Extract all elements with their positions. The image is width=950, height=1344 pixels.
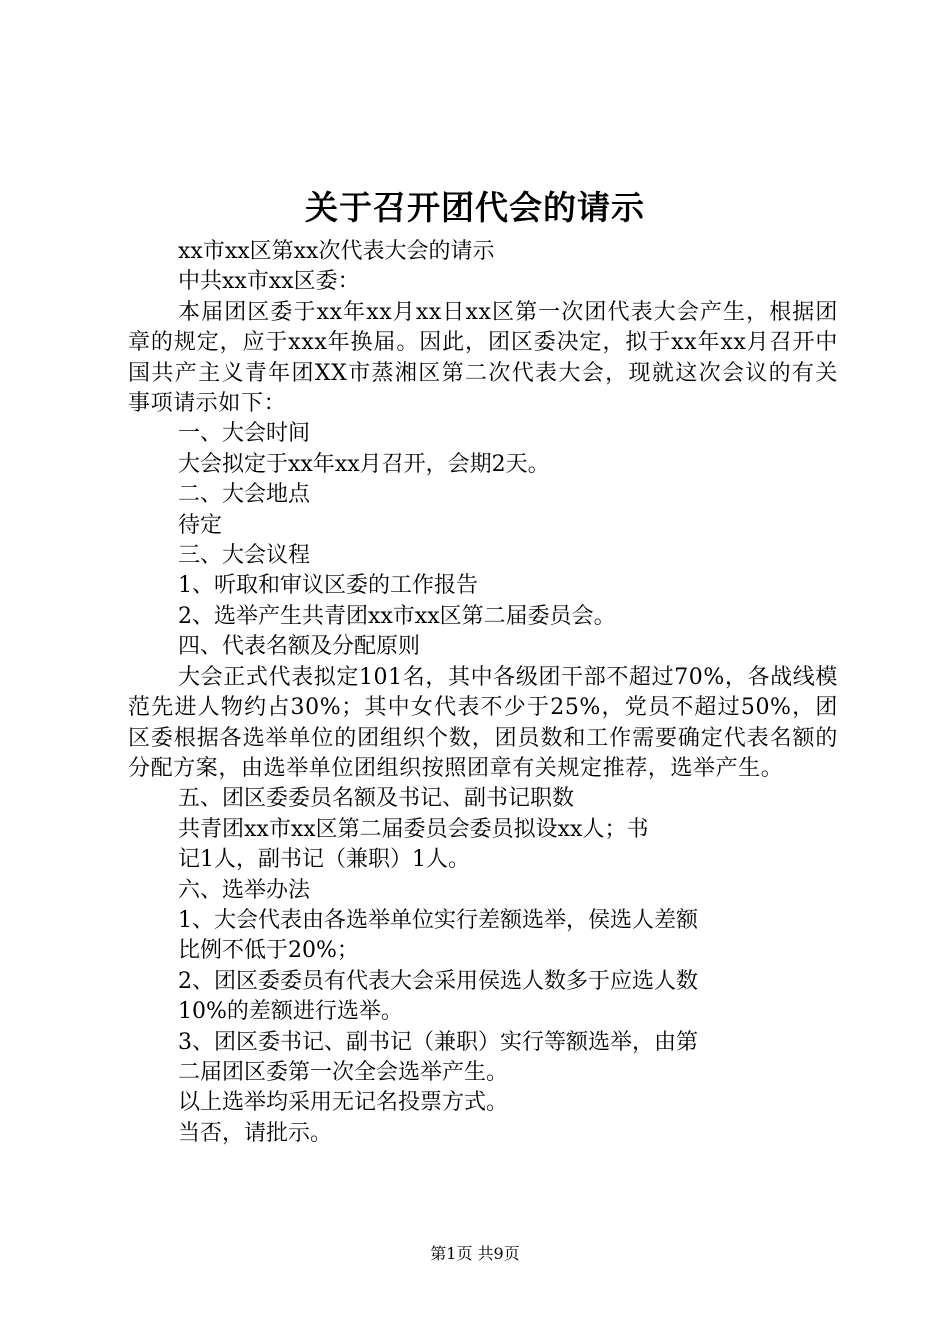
document-subtitle: xx市xx区第xx次代表大会的请示 — [178, 239, 495, 264]
section-heading-time: 一、大会时间 — [178, 421, 311, 447]
delegates-paragraph: 大会正式代表拟定101名，其中各级团干部不超过70%，各战线模范先进人物约占30%；其中女代表不少于25%，党员不超过50%，团区委根据各选举单位的团组织个数，团员数和工作需要确定代表名额的分配方案，由选举单位团组织按照团章有关规定推荐，选举产生。 — [128, 664, 838, 781]
page-indicator: 第1页 共9页 — [430, 1244, 520, 1263]
section-text-venue: 待定 — [178, 512, 223, 538]
committee-text-line-1: 共青团xx市xx区第二届委员会委员拟设xx人；书 — [178, 816, 649, 842]
section-heading-venue: 二、大会地点 — [178, 482, 311, 508]
closing-line: 当否，请批示。 — [178, 1120, 333, 1146]
election-item-1-line-2: 比例不低于20%； — [178, 938, 359, 964]
document-body — [128, 237, 838, 1149]
addressee-line: 中共xx市xx区委： — [178, 269, 360, 295]
intro-paragraph: 本届团区委于xx年xx月xx日xx区第一次团代表大会产生，根据团章的规定，应于xxx年换届。因此，团区委决定，拟于xx年xx月召开中国共产主义青年团XX市蒸湘区第二次代表大会，现就这次会议的有关事项请示如下： — [128, 299, 838, 417]
election-item-1-line-1: 1、大会代表由各选举单位实行差额选举，侯选人差额 — [178, 907, 698, 933]
section-heading-election: 六、选举办法 — [178, 877, 311, 903]
document-title: 关于召开团代会的请示 — [305, 188, 645, 227]
election-item-3-line-2: 二届团区委第一次全会选举产生。 — [178, 1059, 509, 1085]
section-text-time: 大会拟定于xx年xx月召开，会期2天。 — [178, 451, 550, 477]
election-item-2-line-1: 2、团区委委员有代表大会采用侯选人数多于应选人数 — [178, 968, 698, 994]
agenda-item-2: 2、选举产生共青团xx市xx区第二届委员会。 — [178, 603, 616, 629]
committee-text-line-2: 记1人，副书记（兼职）1人。 — [178, 847, 470, 873]
section-heading-agenda: 三、大会议程 — [178, 543, 311, 569]
agenda-item-1: 1、听取和审议区委的工作报告 — [178, 573, 478, 599]
election-item-3-line-1: 3、团区委书记、副书记（兼职）实行等额选举，由第 — [178, 1029, 698, 1055]
voting-method-line: 以上选举均采用无记名投票方式。 — [178, 1090, 509, 1116]
election-item-2-line-2: 10%的差额进行选举。 — [178, 999, 403, 1025]
section-heading-committee: 五、团区委委员名额及书记、副书记职数 — [178, 786, 575, 812]
section-heading-delegates: 四、代表名额及分配原则 — [178, 634, 421, 660]
